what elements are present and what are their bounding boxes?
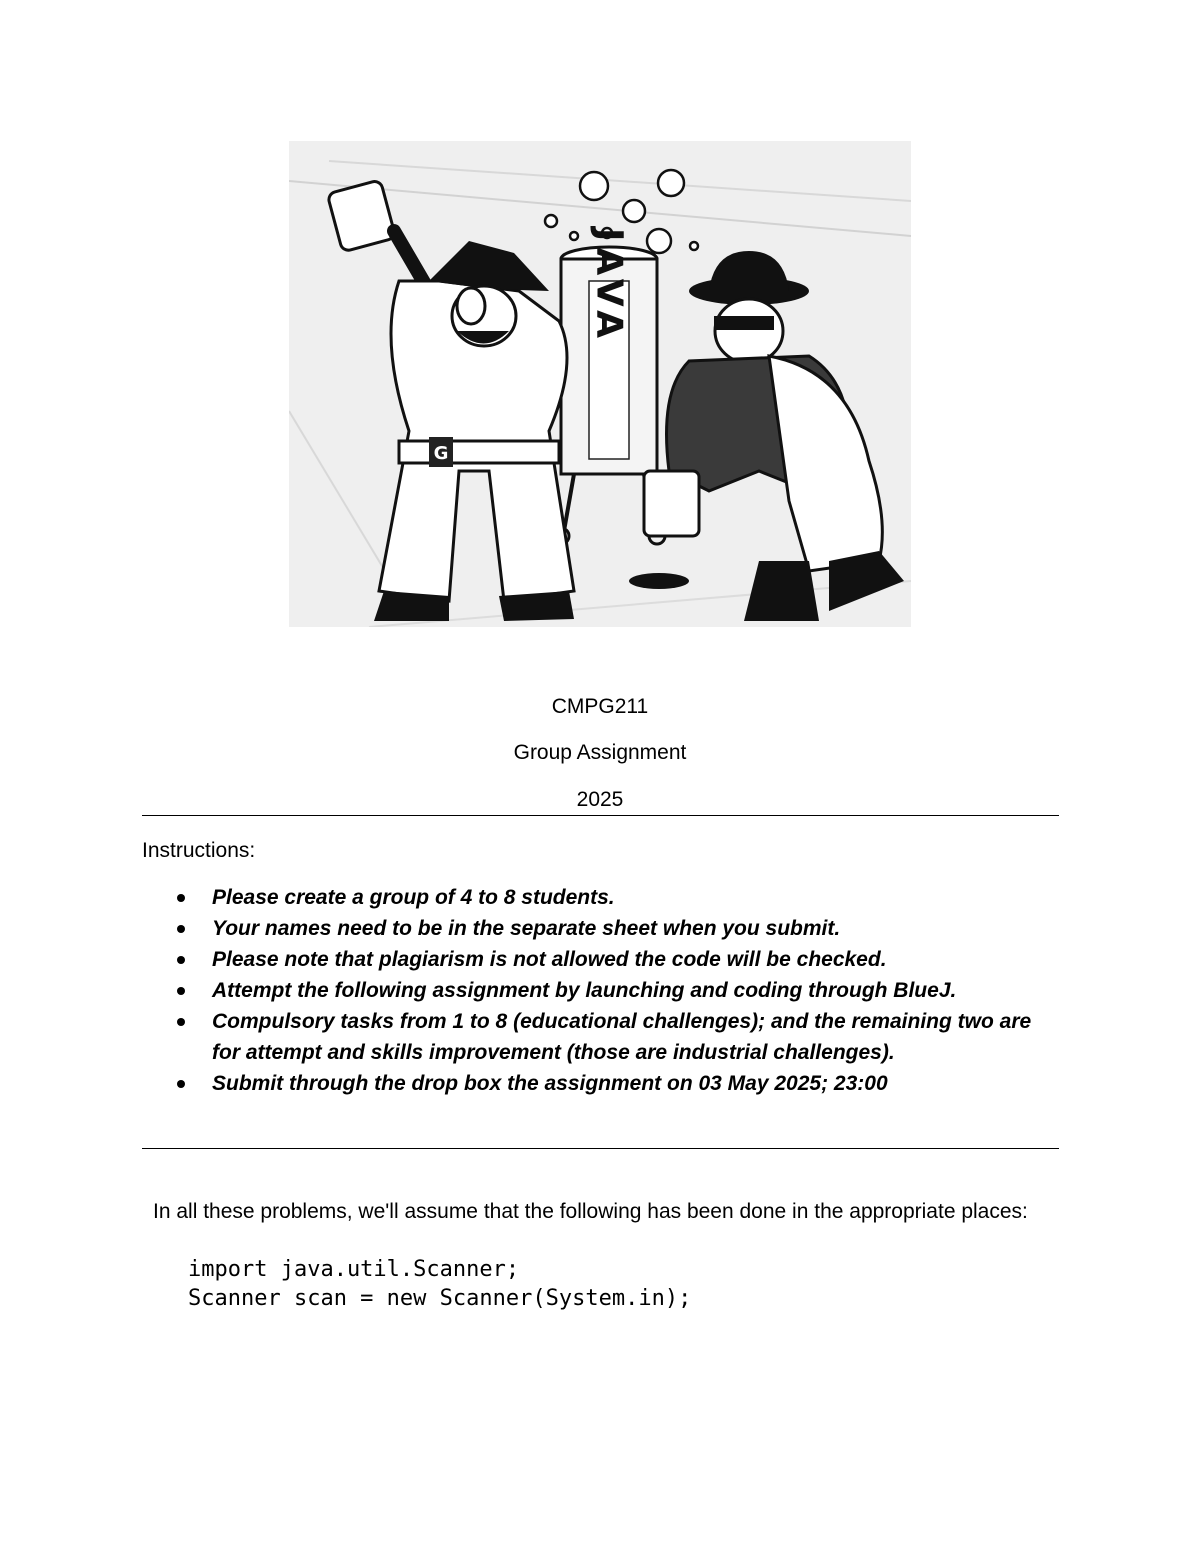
- bullet-icon: [177, 1080, 185, 1088]
- list-item: [142, 975, 1059, 1006]
- code-line: Scanner scan = new Scanner(System.in);: [188, 1286, 692, 1311]
- left-spy: [327, 180, 574, 621]
- bullet-icon: [177, 1018, 185, 1026]
- spies-coffee-illustration: [289, 141, 911, 627]
- instructions-list: [142, 882, 1059, 1099]
- jug-label: JAVA: [588, 227, 630, 345]
- list-item-text: Submit through the drop box the assignment on 03 May 2025; 23:00: [212, 1072, 888, 1095]
- bullet-icon: [177, 894, 185, 902]
- code-snippet: [188, 1255, 691, 1313]
- assignment-title: Group Assignment: [513, 741, 687, 764]
- list-item-text: Please create a group of 4 to 8 students.: [212, 886, 615, 909]
- right-spy: [629, 251, 904, 621]
- list-item-text: Compulsory tasks from 1 to 8 (educational challenges); and the remaining two are for attempt and skills improvement (those are industrial challenges).: [212, 1010, 1032, 1064]
- course-code: CMPG211: [551, 695, 649, 718]
- list-item: [142, 944, 1059, 975]
- bullet-icon: [177, 925, 185, 933]
- top-divider: [142, 815, 1059, 816]
- code-line: import java.util.Scanner;: [188, 1257, 520, 1282]
- instructions-heading: Instructions:: [142, 839, 256, 862]
- assignment-year: 2025: [576, 788, 624, 811]
- list-item: [142, 913, 1059, 944]
- list-item: [142, 1006, 1059, 1068]
- list-item: [142, 882, 1059, 913]
- belt-buckle-letter: G: [433, 443, 449, 464]
- bottom-divider: [142, 1148, 1059, 1149]
- intro-paragraph: In all these problems, we'll assume that the following has been done in the appropriate places:: [153, 1200, 1028, 1223]
- list-item-text: Please note that plagiarism is not allowed the code will be checked.: [212, 948, 887, 971]
- list-item-text: Attempt the following assignment by launching and coding through BlueJ.: [212, 979, 957, 1002]
- bullet-icon: [177, 987, 185, 995]
- list-item: [142, 1068, 1059, 1099]
- cover-illustration: [289, 141, 911, 627]
- bullet-icon: [177, 956, 185, 964]
- list-item-text: Your names need to be in the separate sheet when you submit.: [212, 917, 841, 940]
